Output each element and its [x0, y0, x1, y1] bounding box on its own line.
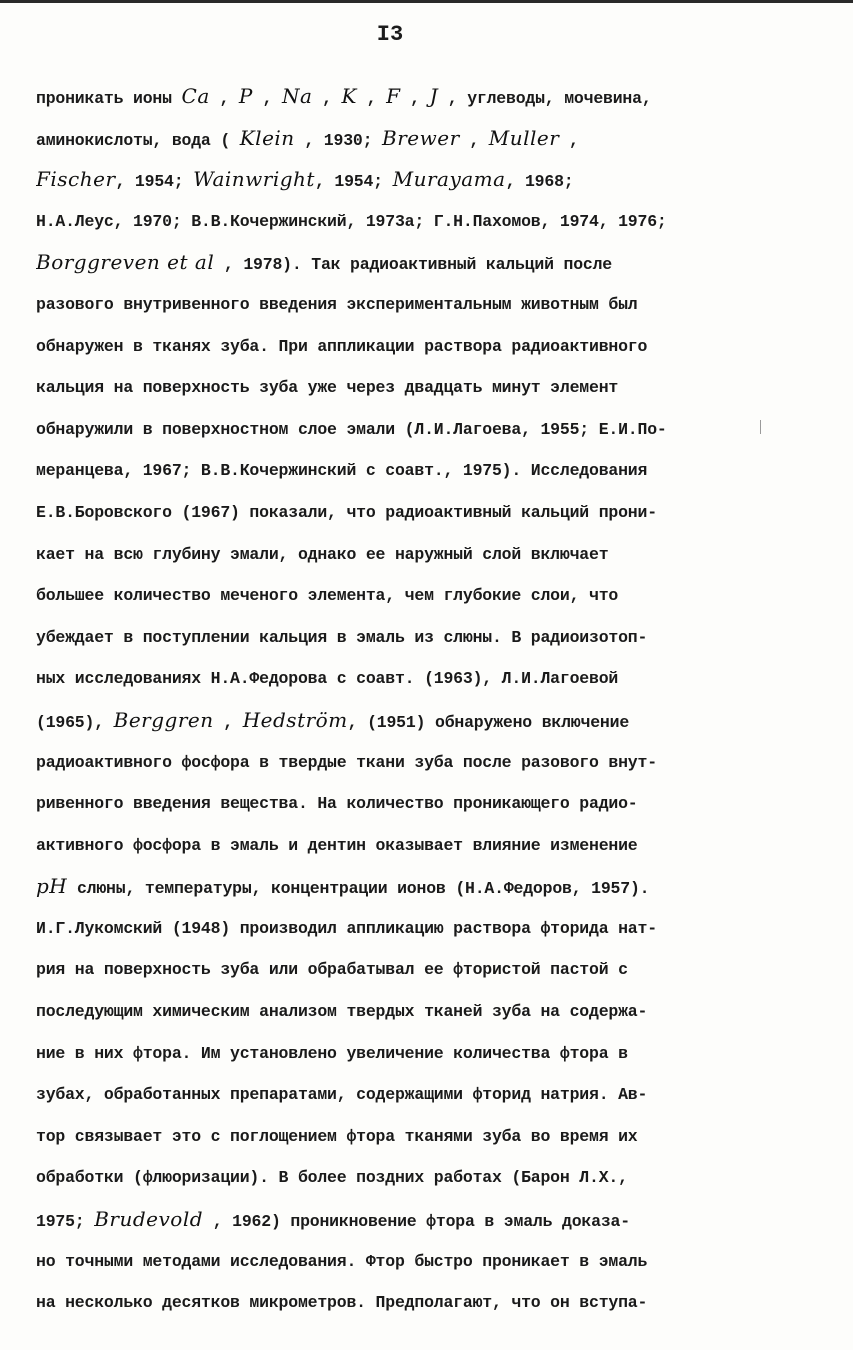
handwritten-insert: Borggreven et al: [36, 250, 215, 275]
text-line: [36, 866, 826, 908]
typed-text: последующим химическим анализом твердых тканей зуба на содержа-: [36, 1002, 648, 1022]
typed-text: , 1962) проникновение фтора в эмаль доказа-: [203, 1212, 630, 1232]
typed-text: но точными методами исследования. Фтор быстро проникает в эмаль: [36, 1251, 648, 1271]
typed-text: тор связывает это с поглощением фтора тканями зуба во время их: [36, 1126, 638, 1146]
typed-text: , 1954;: [115, 172, 194, 192]
typed-text: обнаружили в поверхностном слое эмали (Л.И.Лагоева, 1955; Е.И.По-: [36, 419, 667, 439]
typed-text: ,: [213, 712, 243, 732]
handwritten-insert: P: [238, 84, 253, 108]
typed-text: ривенного введения вещества. На количество проникающего радио-: [36, 794, 638, 814]
typed-text: , 1978). Так радиоактивный кальций после: [214, 255, 613, 275]
handwritten-insert: J: [429, 84, 439, 108]
typed-text: ных исследованиях Н.А.Федорова с соавт. (1963), Л.И.Лагоевой: [36, 669, 619, 689]
typed-text: ,: [252, 89, 282, 108]
typed-text: зубах, обработанных препаратами, содержащими фторид натрия. Ав-: [36, 1085, 648, 1105]
text-line: [36, 409, 826, 451]
typed-text: большее количество меченого элемента, чем глубокие слои, что: [36, 586, 619, 606]
typed-text: радиоактивного фосфора в твердые ткани зуба после разового внут-: [36, 752, 657, 772]
handwritten-insert: Berggren: [113, 707, 214, 732]
text-line: [36, 242, 826, 284]
body-text: [36, 76, 826, 1324]
text-line: [36, 991, 826, 1033]
text-line: [36, 1241, 826, 1283]
typed-text: на несколько десятков микрометров. Предполагают, что он вступа-: [36, 1293, 648, 1313]
text-line: [36, 201, 826, 243]
handwritten-insert: F: [386, 84, 401, 108]
typed-text: (1965),: [36, 712, 114, 732]
handwritten-insert: Na: [281, 84, 313, 108]
text-line: [36, 492, 826, 534]
handwritten-insert: Brudevold: [94, 1207, 204, 1232]
handwritten-insert: Wainwright: [193, 167, 315, 192]
text-line: [36, 658, 826, 700]
typed-text: , углеводы, мочевина,: [438, 89, 652, 108]
typed-text: , (1951) обнаружено включение: [347, 712, 630, 732]
text-line: [36, 1199, 826, 1241]
handwritten-insert: Brewer: [382, 125, 460, 150]
typed-text: ,: [400, 89, 430, 108]
text-line: [36, 783, 826, 825]
typed-text: слюны, температуры, концентрации ионов (Н.А.Федоров, 1957).: [67, 879, 650, 899]
text-line: [36, 367, 826, 409]
typed-text: , 1930;: [294, 130, 383, 150]
text-line: [36, 326, 826, 368]
typed-text: проникать ионы: [36, 89, 182, 108]
typed-text: меранцева, 1967; В.В.Кочержинский с соавт., 1975). Исследования: [36, 461, 648, 481]
typed-text: активного фосфора в эмаль и дентин оказывает влияние изменение: [36, 835, 638, 855]
typed-text: убеждает в поступлении кальция в эмаль из слюны. В радиоизотоп-: [36, 627, 648, 647]
text-line: [36, 1033, 826, 1075]
typed-text: рия на поверхность зуба или обрабатывал ее фтористой пастой с: [36, 960, 628, 980]
typed-text: Н.А.Леус, 1970; В.В.Кочержинский, 1973а; Г.Н.Пахомов, 1974, 1976;: [36, 211, 667, 231]
typed-text: кает на всю глубину эмали, однако ее наружный слой включает: [36, 544, 609, 564]
handwritten-insert: K: [341, 84, 357, 108]
handwritten-insert: pH: [36, 874, 68, 899]
typed-text: 1975;: [36, 1212, 95, 1232]
text-line: [36, 118, 826, 160]
handwritten-insert: Muller: [488, 125, 560, 150]
text-line: [36, 159, 826, 201]
typed-text: обнаружен в тканях зуба. При аппликации раствора радиоактивного: [36, 336, 648, 356]
handwritten-insert: Hedström: [242, 707, 348, 732]
text-line: [36, 575, 826, 617]
text-line: [36, 700, 826, 742]
text-line: [36, 284, 826, 326]
typed-text: И.Г.Лукомский (1948) производил аппликацию раствора фторида нат-: [36, 918, 657, 938]
text-line: [36, 825, 826, 867]
typed-text: , 1968;: [505, 172, 574, 192]
handwritten-insert: Fischer: [36, 167, 116, 192]
text-line: [36, 742, 826, 784]
text-line: [36, 908, 826, 950]
typed-text: ,: [356, 89, 387, 108]
handwritten-insert: Klein: [239, 125, 295, 150]
typed-text: обработки (флюоризации). В более поздних работах (Барон Л.Х.,: [36, 1168, 628, 1188]
text-line: [36, 76, 826, 118]
handwritten-insert: Ca: [181, 84, 210, 108]
typed-text: разового внутривенного введения экспериментальным животным был: [36, 294, 638, 314]
typed-text: Е.В.Боровского (1967) показали, что радиоактивный кальций прони-: [36, 502, 657, 522]
typed-text: кальция на поверхность зуба уже через двадцать минут элемент: [36, 378, 619, 398]
text-line: [36, 1282, 826, 1324]
typed-text: ние в них фтора. Им установлено увеличение количества фтора в: [36, 1043, 628, 1063]
text-line: [36, 1157, 826, 1199]
text-line: [36, 617, 826, 659]
typed-text: аминокислоты, вода (: [36, 130, 240, 150]
typed-text: ,: [209, 89, 239, 108]
typed-text: ,: [559, 130, 579, 150]
text-line: [36, 1074, 826, 1116]
typed-text: , 1954;: [314, 172, 393, 192]
page-number: I3: [376, 22, 404, 47]
page-top-rule: [0, 0, 853, 3]
text-line: [36, 534, 826, 576]
typed-text: ,: [312, 89, 342, 108]
text-line: [36, 1116, 826, 1158]
text-line: [36, 949, 826, 991]
typed-text: ,: [459, 130, 489, 150]
handwritten-insert: Murayama: [392, 167, 506, 192]
text-line: [36, 450, 826, 492]
